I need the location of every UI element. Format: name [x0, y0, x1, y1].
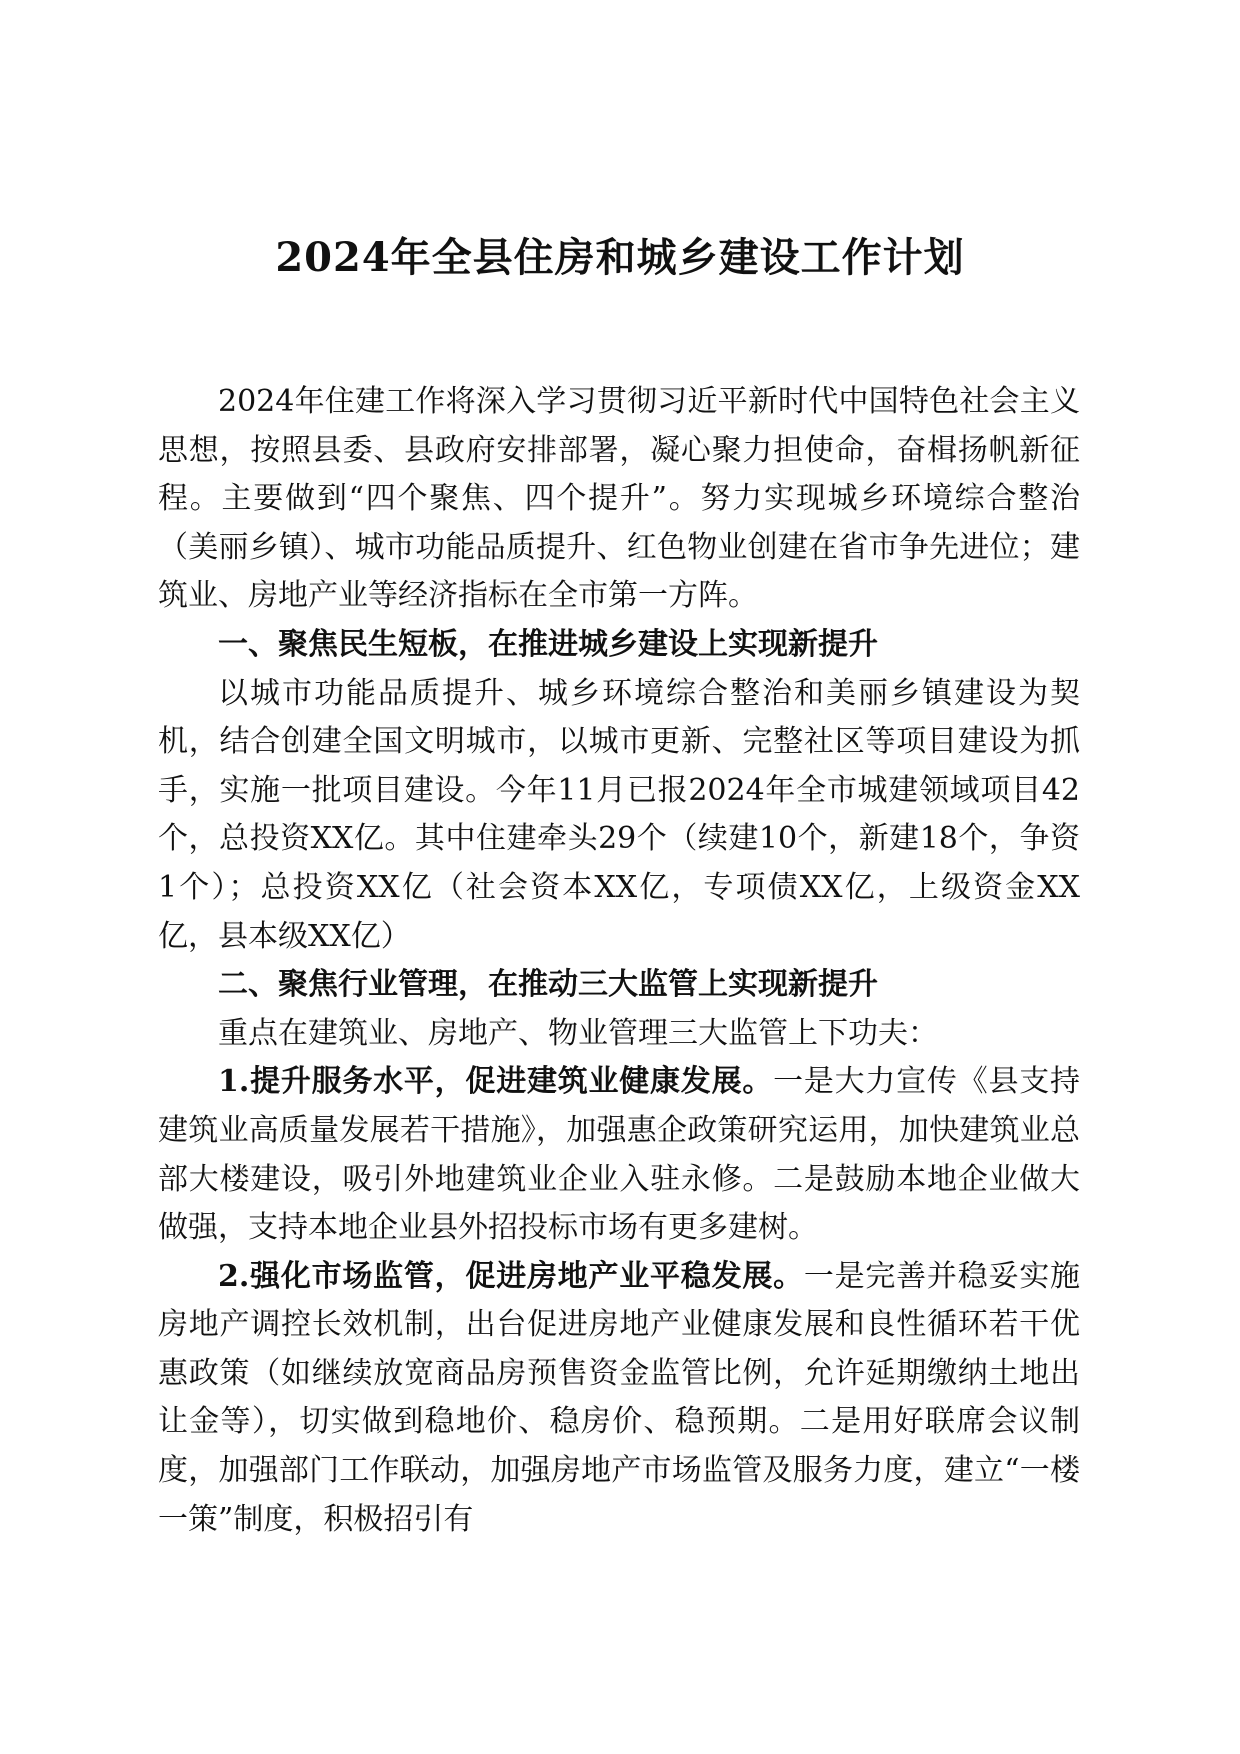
item-2-text: 一是完善并稳妥实施房地产调控长效机制，出台促进房地产业健康发展和良性循环若干优惠政策（如继续放宽商品房预售资金监管比例，允许延期缴纳土地出让金等），切实做到稳地价、稳房价、稳预期。二是用好联席会议制度，加强部门工作联动，加强房地产市场监管及服务力度，建立“一楼一策”制度，积极招引有 [158, 1258, 1080, 1537]
item-2-paragraph [158, 1253, 1080, 1545]
item-2-lead: 2.强化市场监管，促进房地产业平稳发展。 [218, 1258, 804, 1294]
item-1-lead: 1.提升服务水平，促进建筑业健康发展。 [218, 1064, 774, 1100]
section-1-paragraph: 以城市功能品质提升、城乡环境综合整治和美丽乡镇建设为契机，结合创建全国文明城市，以城市更新、完整社区等项目建设为抓手，实施一批项目建设。今年11月已报2024年全市城建领域项目42个，总投资XX亿。其中住建牵头29个（续建10个，新建18个，争资1个）；总投资XX亿（社会资本XX亿，专项债XX亿，上级资金XX亿，县本级XX亿） [158, 675, 1080, 954]
section-2-heading: 二、聚焦行业管理，在推动三大监管上实现新提升 [218, 967, 878, 1003]
document-title: 2024年全县住房和城乡建设工作计划 [275, 234, 965, 281]
item-1-text: 一是大力宣传《县支持建筑业高质量发展若干措施》，加强惠企政策研究运用，加快建筑业总部大楼建设，吸引外地建筑业企业入驻永修。二是鼓励本地企业做大做强，支持本地企业县外招投标市场有更多建树。 [158, 1064, 1080, 1246]
section-2-paragraph: 重点在建筑业、房地产、物业管理三大监管上下功夫： [218, 1015, 938, 1051]
item-1-paragraph [158, 1058, 1080, 1252]
intro-paragraph: 2024年住建工作将深入学习贯彻习近平新时代中国特色社会主义思想，按照县委、县政府安排部署，凝心聚力担使命，奋楫扬帆新征程。主要做到“四个聚焦、四个提升”。努力实现城乡环境综合整治（美丽乡镇）、城市功能品质提升、红色物业创建在省市争先进位；建筑业、房地产业等经济指标在全市第一方阵。 [158, 384, 1080, 614]
section-1-heading: 一、聚焦民生短板，在推进城乡建设上实现新提升 [218, 626, 878, 662]
document-body [158, 378, 1080, 1544]
